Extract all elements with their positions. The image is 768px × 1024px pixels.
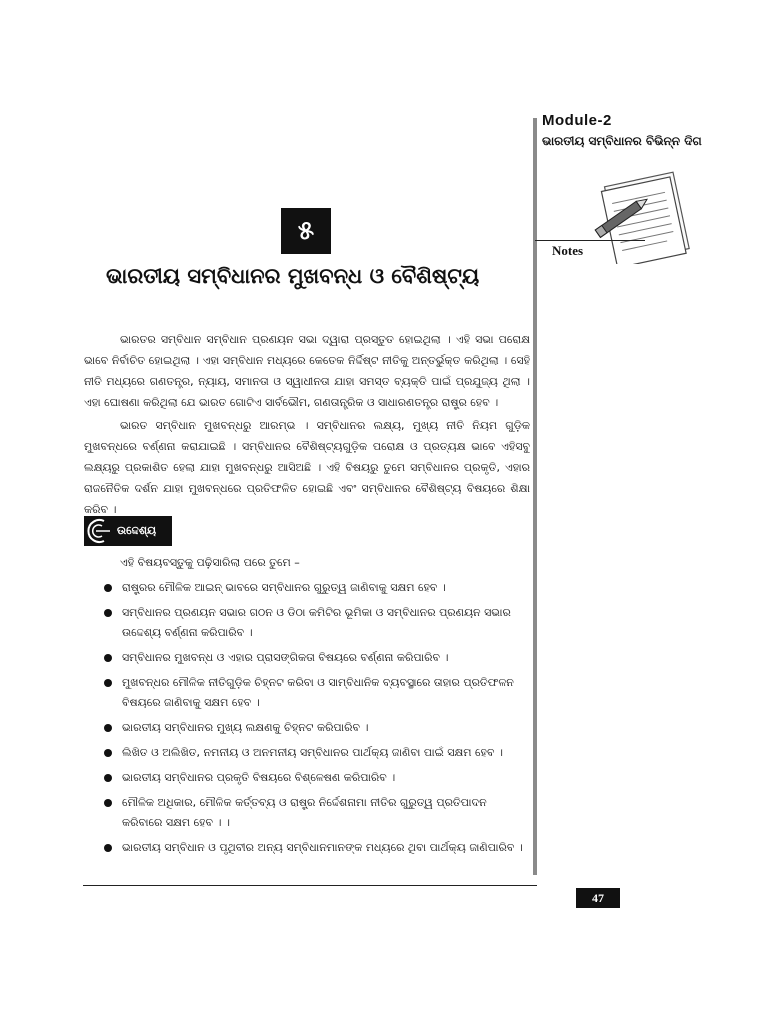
list-item-text: ମୁଖବନ୍ଧର ମୌଳିକ ନୀତିଗୁଡ଼ିକ ଚିହ୍ନଟ କରିବା ଓ ସାମ୍ବିଧାନିକ ବ୍ୟବସ୍ଥାରେ ତାହାର ପ୍ରତିଫଳନ ବିଷୟରେ ଜାଣିବାକୁ ସକ୍ଷମ ହେବ । [122, 676, 514, 709]
bullet-icon [104, 584, 112, 592]
notes-divider [535, 240, 645, 241]
list-item [100, 743, 530, 763]
sidebar-divider [533, 118, 537, 875]
intro-paragraph-1: ଭାରତର ସମ୍ବିଧାନ ସମ୍ବିଧାନ ପ୍ରଣୟନ ସଭା ଦ୍ୱାରା ପ୍ରସ୍ତୁତ ହୋଇଥିଲା । ଏହି ସଭା ପରୋକ୍ଷ ଭାବେ ନିର୍ବାଚିତ ହୋଇଥିଲା । ଏହା ସମ୍ବିଧାନ ମଧ୍ୟରେ କେତେକ ନିର୍ଦ୍ଦିଷ୍ଟ ନୀତିକୁ ଅନ୍ତର୍ଭୁକ୍ତ କରିଥିଲା । ସେହି ନୀତି ମଧ୍ୟରେ ଗଣତନ୍ତ୍ର, ନ୍ୟାୟ, ସମାନତା ଓ ସ୍ୱାଧୀନତା ଯାହା ସମସ୍ତ ବ୍ୟକ୍ତି ପାଇଁ ପ୍ରଯୁଜ୍ୟ ଥିଲା । ଏହା ଘୋଷଣା କରିଥିଲା ଯେ ଭାରତ ଗୋଟିଏ ସାର୍ବଭୌମ, ଗଣତାନ୍ତ୍ରିକ ଓ ସାଧାରଣତନ୍ତ୍ର ରାଷ୍ଟ୍ର ହେବ । [84, 333, 530, 409]
module-subtitle: ଭାରତୀୟ ସମ୍ବିଧାନର ବିଭିନ୍ନ ଦିଗ [542, 134, 702, 148]
bullet-icon [104, 654, 112, 662]
list-item [100, 793, 530, 833]
list-item [100, 673, 530, 713]
list-item [100, 578, 530, 598]
list-item [100, 603, 530, 643]
chapter-title: ଭାରତୀୟ ସମ୍ବିଧାନର ମୁଖବନ୍ଧ ଓ ବୈଶିଷ୍ଟ୍ୟ [106, 264, 480, 288]
list-item-text: ମୌଳିକ ଅଧିକାର, ମୌଳିକ କର୍ତ୍ତବ୍ୟ ଓ ରାଷ୍ଟ୍ର ନିର୍ଦ୍ଦେଶନାମା ନୀତିର ଗୁରୁତ୍ୱ ପ୍ରତିପାଦନ କରିବାରେ ସକ୍ଷମ ହେବ । । [122, 796, 487, 829]
bullet-icon [104, 679, 112, 687]
intro-paragraph-2: ଭାରତ ସମ୍ବିଧାନ ମୁଖବନ୍ଧରୁ ଆରମ୍ଭ । ସମ୍ବିଧାନର ଲକ୍ଷ୍ୟ, ମୁଖ୍ୟ ନୀତି ନିୟମ ଗୁଡ଼ିକ ମୁଖବନ୍ଧରେ ବର୍ଣ୍ଣନା କରାଯାଇଛି । ସମ୍ବିଧାନର ବୈଶିଷ୍ଟ୍ୟଗୁଡ଼ିକ ପରୋକ୍ଷ ଓ ପ୍ରତ୍ୟକ୍ଷ ଭାବେ ଏହିସବୁ ଲକ୍ଷ୍ୟରୁ ପ୍ରକାଶିତ ହେଲା ଯାହା ମୁଖବନ୍ଧରୁ ଆସିଅଛି । ଏହି ବିଷୟରୁ ତୁମେ ସମ୍ବିଧାନର ପ୍ରକୃତି, ଏହାର ରାଜନୈତିକ ଦର୍ଶନ ଯାହା ମୁଖବନ୍ଧରେ ପ୍ରତିଫଳିତ ହୋଇଛି ଏବଂ ସମ୍ବିଧାନର ବୈଶିଷ୍ଟ୍ୟ ବିଷୟରେ ଶିକ୍ଷା କରିବ । [84, 419, 530, 516]
list-item [100, 718, 530, 738]
list-item-text: ଭାରତୀୟ ସମ୍ବିଧାନ ଓ ପୃଥିବୀର ଅନ୍ୟ ସମ୍ବିଧାନମାନଙ୍କ ମଧ୍ୟରେ ଥିବା ପାର୍ଥକ୍ୟ ଜାଣିପାରିବ । [122, 841, 523, 854]
list-item [100, 648, 530, 668]
bullet-icon [104, 609, 112, 617]
list-item-text: ସମ୍ବିଧାନର ପ୍ରଣୟନ ସଭାର ଗଠନ ଓ ଡିଠା କମିଟିର ଭୂମିକା ଓ ସମ୍ବିଧାନର ପ୍ରଣୟନ ସଭାର ଉଦ୍ଦେଶ୍ୟ ବର୍ଣ୍ଣନା କରିପାରିବ । [122, 606, 511, 639]
chapter-number: ୫ [297, 215, 315, 246]
list-item [100, 838, 530, 858]
objectives-badge [84, 516, 172, 546]
objectives-label: ଉଦ୍ଦେଶ୍ୟ [117, 524, 157, 537]
bullet-icon [104, 749, 112, 757]
list-item [100, 768, 530, 788]
chapter-number-badge [281, 208, 331, 254]
list-item-text: ଭାରତୀୟ ସମ୍ବିଧାନର ମୁଖ୍ୟ ଲକ୍ଷଣକୁ ଚିହ୍ନଟ କରିପାରିବ । [122, 721, 369, 734]
page-number: 47 [576, 888, 620, 908]
bullet-icon [104, 774, 112, 782]
objectives-intro: ଏହି ବିଷୟବସ୍ତୁକୁ ପଢ଼ିସାରିଲା ପରେ ତୁମେ – [120, 556, 300, 569]
footer-divider [83, 885, 537, 886]
notes-paper-pencil-icon [590, 168, 700, 264]
list-item-text: ରାଷ୍ଟ୍ରର ମୌଳିକ ଆଇନ୍ ଭାବରେ ସମ୍ବିଧାନର ଗୁରୁତ୍ୱ ଜାଣିବାକୁ ସକ୍ଷମ ହେବ । [122, 581, 446, 594]
bullet-icon [104, 844, 112, 852]
bullet-icon [104, 799, 112, 807]
list-item-text: ଲିଖିତ ଓ ଅଲିଖିତ, ନମନୀୟ ଓ ଅନମନୀୟ ସମ୍ବିଧାନର ପାର୍ଥକ୍ୟ ଜାଣିବା ପାଇଁ ସକ୍ଷମ ହେବ । [122, 746, 503, 759]
objectives-list [100, 578, 530, 863]
list-item-text: ଭାରତୀୟ ସମ୍ବିଧାନର ପ୍ରକୃତି ବିଷୟରେ ବିଶ୍ଳେଷଣ କରିପାରିବ । [122, 771, 396, 784]
target-arc-icon [87, 518, 113, 544]
list-item-text: ସମ୍ବିଧାନର ମୁଖବନ୍ଧ ଓ ଏହାର ପ୍ରାସଙ୍ଗିକତା ବିଷୟରେ ବର୍ଣ୍ଣନା କରିପାରିବ । [122, 651, 449, 664]
notes-label: Notes [552, 243, 584, 258]
module-heading: Module-2 [542, 112, 612, 129]
bullet-icon [104, 724, 112, 732]
